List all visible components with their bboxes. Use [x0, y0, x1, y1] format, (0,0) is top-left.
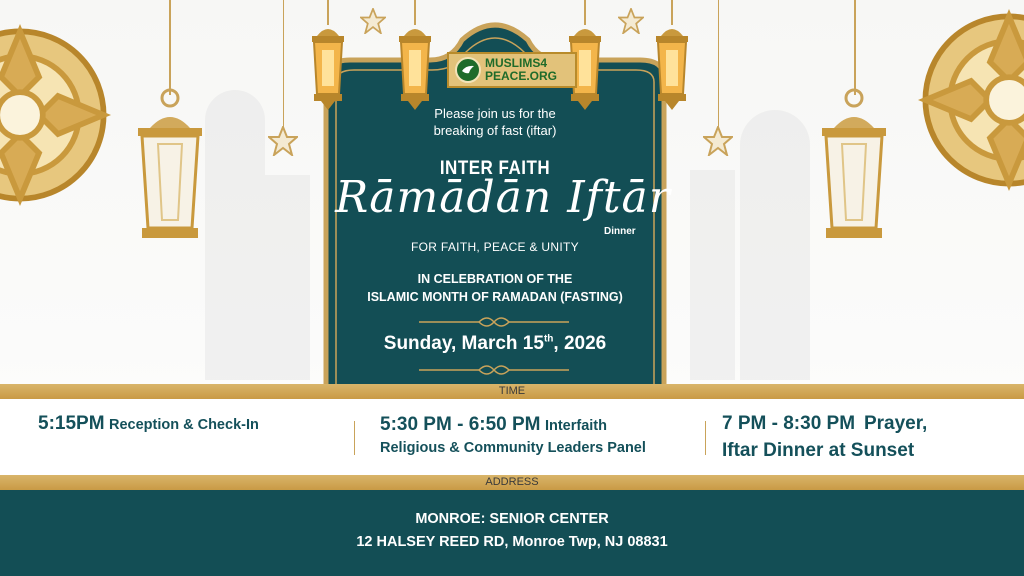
ornamental-divider-icon: [419, 362, 569, 378]
logo-wordmark: [485, 57, 557, 83]
logo-line-2: PEACE.ORG: [485, 69, 558, 83]
lantern-chain: [854, 0, 856, 95]
arch-content: [322, 0, 671, 390]
hanging-star-icon: [268, 126, 298, 156]
schedule-desc: Interfaith: [544, 418, 607, 434]
gold-mandala-ornament-icon: [914, 5, 1024, 195]
address-section: [0, 490, 1024, 576]
schedule-item-dinner: [722, 411, 927, 464]
schedule-time: 5:30 PM - 6:50 PM: [380, 414, 541, 435]
schedule-desc: Prayer,: [863, 413, 928, 434]
hanging-star-icon: [703, 126, 733, 156]
schedule-section: [0, 399, 1024, 475]
schedule-time: 5:15PM: [38, 413, 105, 434]
schedule-separator: [705, 421, 706, 455]
ornamental-divider-icon: [419, 314, 569, 330]
heading-pre: INTER FAITH: [439, 156, 551, 179]
event-subtitle: Dinner: [604, 226, 636, 237]
schedule-separator: [354, 421, 355, 455]
org-logo[interactable]: [447, 52, 577, 88]
schedule-item-reception: [38, 413, 259, 435]
invite-line-2: breaking of fast (iftar): [433, 123, 557, 138]
background-minaret: [205, 90, 265, 380]
white-lantern-icon: [128, 88, 212, 248]
white-lantern-icon: [812, 88, 896, 248]
star-string: [283, 0, 284, 128]
invite-line-1: Please join us for the: [434, 106, 556, 121]
venue-address[interactable]: 12 HALSEY REED RD, Monroe Twp, NJ 08831: [356, 534, 668, 550]
background-building: [690, 170, 735, 380]
event-tagline: FOR FAITH, PEACE & UNITY: [411, 240, 579, 254]
star-string: [718, 0, 719, 128]
date-suffix: th: [543, 333, 554, 345]
event-date: [322, 333, 668, 355]
gold-mandala-ornament-icon: [0, 20, 115, 210]
invitation-text: [322, 105, 668, 139]
background-building: [265, 175, 310, 380]
background-minaret: [740, 110, 810, 380]
schedule-desc-line-2: Religious & Community Leaders Panel: [380, 440, 646, 456]
address-label-band: ADDRESS: [0, 475, 1024, 490]
lantern-chain: [169, 0, 171, 95]
date-prefix: Sunday, March 15: [383, 333, 544, 354]
date-year: , 2026: [553, 333, 607, 354]
celebration-line-1: IN CELEBRATION OF THE: [417, 272, 573, 286]
dove-emblem-icon: [455, 57, 481, 83]
event-title: Rāmādān Iftār: [335, 172, 671, 223]
schedule-time: 7 PM - 8:30 PM: [722, 413, 856, 434]
venue-name: MONROE: SENIOR CENTER: [415, 511, 609, 527]
celebration-line-2: ISLAMIC MONTH OF RAMADAN (FASTING): [367, 290, 623, 304]
schedule-desc-line-2: Iftar Dinner at Sunset: [722, 440, 915, 461]
celebration-text: [322, 270, 668, 306]
logo-line-1: MUSLIMS4: [485, 56, 548, 70]
time-label-band: TIME: [0, 384, 1024, 399]
schedule-item-panel: [380, 414, 646, 459]
schedule-desc: Reception & Check-In: [108, 417, 259, 433]
